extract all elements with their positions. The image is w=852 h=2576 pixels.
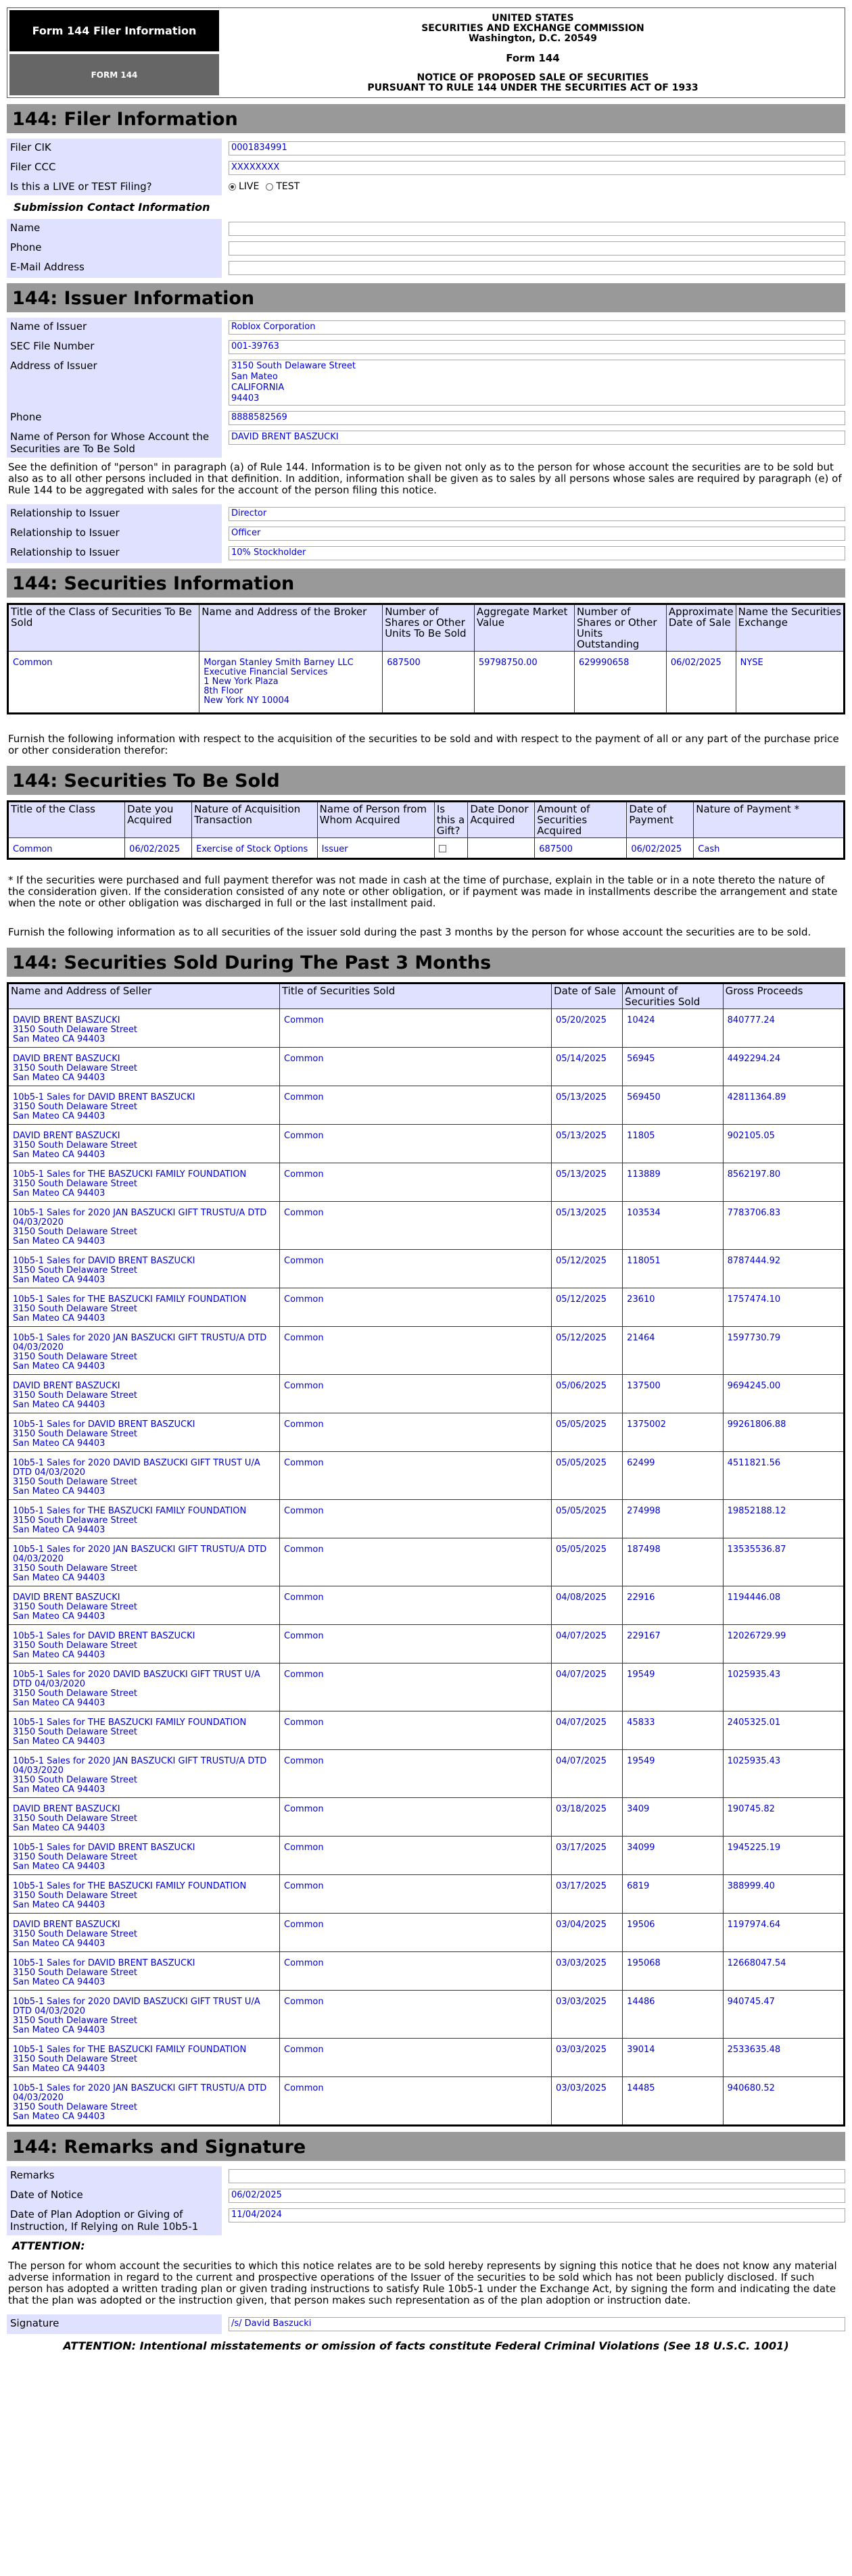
table-cell: 05/13/2025 [552, 1125, 623, 1163]
table-cell: 03/03/2025 [552, 2077, 623, 2126]
issuer-address-label: Address of Issuer [7, 357, 222, 408]
column-header: Title of the Class [8, 802, 125, 838]
table-cell: 21464 [623, 1327, 723, 1375]
table-cell: 99261806.88 [723, 1413, 844, 1452]
table-row [8, 2077, 845, 2126]
contact-email-label: E-Mail Address [7, 258, 222, 278]
table-cell: 05/13/2025 [552, 1086, 623, 1125]
table-cell: 56945 [623, 1048, 723, 1086]
table-row [8, 838, 845, 859]
column-header: Date of Payment [627, 802, 694, 838]
table-cell: 05/05/2025 [552, 1413, 623, 1452]
table-cell: 1597730.79 [723, 1327, 844, 1375]
filer-section-title: 144: Filer Information [7, 104, 845, 133]
table-cell: 9694245.00 [723, 1375, 844, 1413]
seller-cell: DAVID BRENT BASZUCKI 3150 South Delaware Street San Mateo CA 94403 [8, 1048, 280, 1086]
column-header: Is this a Gift? [434, 802, 467, 838]
header-title-block [221, 8, 845, 97]
past-sales-table [7, 982, 845, 2127]
header-line-2: SECURITIES AND EXCHANGE COMMISSION [421, 23, 644, 34]
issuer-address-field[interactable]: 3150 South Delaware Street San Mateo CALIFORNIA 94403 [229, 360, 845, 406]
table-cell: 03/17/2025 [552, 1875, 623, 1914]
sec-file-field[interactable]: 001-39763 [229, 340, 845, 354]
relationship-label: Relationship to Issuer [7, 504, 222, 524]
table-cell: 05/05/2025 [552, 1500, 623, 1538]
table-cell: 05/06/2025 [552, 1375, 623, 1413]
seller-cell: 10b5-1 Sales for 2020 JAN BASZUCKI GIFT TRUSTU/A DTD 04/03/2020 3150 South Delaware Street San Mateo CA 94403 [8, 1538, 280, 1586]
seller-cell: 10b5-1 Sales for THE BASZUCKI FAMILY FOUNDATION 3150 South Delaware Street San Mateo CA 94403 [8, 1711, 280, 1750]
table-cell: 22916 [623, 1586, 723, 1625]
table-cell: 12668047.54 [723, 1952, 844, 1991]
table-cell: Common [280, 1288, 552, 1327]
seller-cell: 10b5-1 Sales for THE BASZUCKI FAMILY FOUNDATION 3150 South Delaware Street San Mateo CA 94403 [8, 1875, 280, 1914]
contact-name-field[interactable] [229, 222, 845, 236]
table-cell: Common [280, 1991, 552, 2039]
issuer-phone-field[interactable]: 8888582569 [229, 411, 845, 425]
table-cell: Common [280, 1048, 552, 1086]
representation-note: The person for whom account the securities to which this notice relates are to be sold hereby represents by signing this notice that he does not know any material adverse information in regard to the current and prospective operations of the Issuer of the securities to be sold which has not been publicly disclosed. If such person has adopted a written trading plan or given trading instructions to satisfy Rule 10b5-1 under the Exchange Act, by signing the form and indicating the date that the plan was adopted or the instruction given, that person makes such representation as of the plan adoption or instruction date. [8, 2260, 837, 2306]
person-label: Name of Person for Whose Account the Securities are To Be Sold [7, 428, 222, 458]
table-cell: 42811364.89 [723, 1086, 844, 1125]
table-cell: 19549 [623, 1663, 723, 1711]
seller-cell: 10b5-1 Sales for 2020 DAVID BASZUCKI GIFT TRUST U/A DTD 04/03/2020 3150 South Delaware Street San Mateo CA 94403 [8, 1663, 280, 1711]
table-cell: 1194446.08 [723, 1586, 844, 1625]
table-row [8, 1538, 845, 1586]
seller-cell: 10b5-1 Sales for DAVID BRENT BASZUCKI 3150 South Delaware Street San Mateo CA 94403 [8, 1086, 280, 1125]
table-cell: Common [280, 1837, 552, 1875]
relationship-section [7, 504, 845, 563]
header-form-name: Form 144 [506, 52, 560, 64]
column-header: Date you Acquired [125, 802, 192, 838]
table-cell: 388999.40 [723, 1875, 844, 1914]
sec-file-label: SEC File Number [7, 337, 222, 357]
submission-contact-heading: Submission Contact Information [14, 201, 210, 214]
seller-cell: 10b5-1 Sales for THE BASZUCKI FAMILY FOUNDATION 3150 South Delaware Street San Mateo CA 94403 [8, 1288, 280, 1327]
table-row [8, 1952, 845, 1991]
column-header: Nature of Payment * [694, 802, 845, 838]
column-header: Number of Shares or Other Units Outstanding [574, 604, 666, 652]
seller-cell: 10b5-1 Sales for 2020 DAVID BASZUCKI GIFT TRUST U/A DTD 04/03/2020 3150 South Delaware Street San Mateo CA 94403 [8, 1991, 280, 2039]
table-cell: 14486 [623, 1991, 723, 2039]
table-cell: Exercise of Stock Options [192, 838, 318, 859]
table-cell: 05/12/2025 [552, 1250, 623, 1288]
table-cell: 1025935.43 [723, 1663, 844, 1711]
table-row [8, 1250, 845, 1288]
table-cell: 03/03/2025 [552, 2039, 623, 2077]
issuer-name-field[interactable]: Roblox Corporation [229, 320, 845, 335]
contact-email-field[interactable] [229, 261, 845, 275]
table-cell: Common [280, 1538, 552, 1586]
table-cell: 629990658 [574, 652, 666, 714]
table-cell: 8787444.92 [723, 1250, 844, 1288]
filer-ccc-label: Filer CCC [7, 158, 222, 178]
test-radio[interactable]: TEST [266, 181, 300, 192]
table-cell: 03/17/2025 [552, 1837, 623, 1875]
contact-section [7, 219, 845, 278]
table-row [8, 1413, 845, 1452]
column-header: Name of Person from Whom Acquired [317, 802, 434, 838]
table-cell: 05/05/2025 [552, 1538, 623, 1586]
table-cell: 6819 [623, 1875, 723, 1914]
contact-phone-field[interactable] [229, 241, 845, 256]
table-row [8, 1500, 845, 1538]
table-cell: 1197974.64 [723, 1914, 844, 1952]
securities-info-title: 144: Securities Information [7, 568, 845, 598]
table-cell: Common [280, 1125, 552, 1163]
gift-checkbox[interactable] [439, 845, 446, 852]
table-cell: Common [280, 1086, 552, 1125]
table-row [8, 1288, 845, 1327]
filer-cik-field[interactable]: 0001834991 [229, 141, 845, 155]
filer-information-tab[interactable]: Form 144 Filer Information [9, 10, 219, 51]
table-cell: Common [280, 1914, 552, 1952]
seller-cell: 10b5-1 Sales for THE BASZUCKI FAMILY FOUNDATION 3150 South Delaware Street San Mateo CA 94403 [8, 1163, 280, 1202]
securities-info-table [7, 603, 845, 714]
remarks-section [7, 2166, 845, 2235]
table-cell: 05/13/2025 [552, 1163, 623, 1202]
seller-cell: 10b5-1 Sales for 2020 JAN BASZUCKI GIFT TRUSTU/A DTD 04/03/2020 3150 South Delaware Street San Mateo CA 94403 [8, 1750, 280, 1798]
column-header: Title of Securities Sold [280, 983, 552, 1009]
table-cell: 45833 [623, 1711, 723, 1750]
table-cell: 687500 [535, 838, 627, 859]
seller-cell: 10b5-1 Sales for 2020 JAN BASZUCKI GIFT TRUSTU/A DTD 04/03/2020 3150 South Delaware Street San Mateo CA 94403 [8, 2077, 280, 2126]
plan-adoption-field[interactable]: 11/04/2024 [229, 2208, 845, 2222]
live-test-radio-group [222, 178, 845, 195]
table-cell [468, 838, 535, 859]
seller-cell: 10b5-1 Sales for DAVID BRENT BASZUCKI 3150 South Delaware Street San Mateo CA 94403 [8, 1837, 280, 1875]
relationship-field[interactable]: 10% Stockholder [229, 546, 845, 560]
column-header: Number of Shares or Other Units To Be Sold [383, 604, 475, 652]
table-cell: 8562197.80 [723, 1163, 844, 1202]
table-cell: Common [8, 652, 199, 714]
issuer-section [7, 318, 845, 458]
table-cell: Issuer [317, 838, 434, 859]
table-cell: 11805 [623, 1125, 723, 1163]
radio-empty-icon [266, 183, 273, 191]
contact-phone-label: Phone [7, 239, 222, 258]
table-row [8, 1837, 845, 1875]
table-row [8, 1202, 845, 1250]
column-header: Aggregate Market Value [474, 604, 574, 652]
table-cell: 05/12/2025 [552, 1327, 623, 1375]
table-cell: 06/02/2025 [627, 838, 694, 859]
to-be-sold-table [7, 800, 845, 860]
column-header: Amount of Securities Sold [623, 983, 723, 1009]
past-sales-note: Furnish the following information as to all securities of the issuer sold during the past 3 months by the person for whose account the securities are to be sold. [8, 926, 811, 938]
table-cell: 187498 [623, 1538, 723, 1586]
table-cell: Common [280, 1875, 552, 1914]
table-cell: Common [280, 2077, 552, 2126]
table-cell: 229167 [623, 1625, 723, 1663]
table-cell: 19506 [623, 1914, 723, 1952]
form-header [7, 7, 845, 98]
seller-cell: DAVID BRENT BASZUCKI 3150 South Delaware Street San Mateo CA 94403 [8, 1914, 280, 1952]
remarks-label: Remarks [7, 2166, 222, 2186]
filer-ccc-field[interactable]: XXXXXXXX [229, 161, 845, 175]
table-cell: Common [280, 1952, 552, 1991]
date-of-notice-label: Date of Notice [7, 2186, 222, 2206]
table-cell: 1375002 [623, 1413, 723, 1452]
table-cell: 19549 [623, 1750, 723, 1798]
column-header: Name and Address of Seller [8, 983, 280, 1009]
attention-heading: ATTENTION: [12, 2239, 85, 2252]
remarks-field[interactable] [229, 2169, 845, 2183]
table-row [8, 2039, 845, 2077]
seller-cell: 10b5-1 Sales for 2020 JAN BASZUCKI GIFT TRUSTU/A DTD 04/03/2020 3150 South Delaware Street San Mateo CA 94403 [8, 1327, 280, 1375]
header-tabs [7, 8, 221, 97]
table-row [8, 1125, 845, 1163]
table-row [8, 1663, 845, 1711]
table-cell: 05/12/2025 [552, 1288, 623, 1327]
filer-section [7, 139, 845, 195]
table-cell: Common [280, 1163, 552, 1202]
table-cell: 05/05/2025 [552, 1452, 623, 1500]
table-row [8, 1163, 845, 1202]
table-cell: 4511821.56 [723, 1452, 844, 1500]
table-row [8, 1625, 845, 1663]
table-cell: 06/02/2025 [125, 838, 192, 859]
table-cell: 940745.47 [723, 1991, 844, 2039]
column-header: Name and Address of the Broker [199, 604, 383, 652]
past-sales-body [8, 1009, 845, 2126]
seller-cell: DAVID BRENT BASZUCKI 3150 South Delaware Street San Mateo CA 94403 [8, 1009, 280, 1048]
table-cell: Common [280, 1202, 552, 1250]
seller-cell: 10b5-1 Sales for THE BASZUCKI FAMILY FOUNDATION 3150 South Delaware Street San Mateo CA 94403 [8, 1500, 280, 1538]
table-row [8, 1009, 845, 1048]
header-notice-1: NOTICE OF PROPOSED SALE OF SECURITIES [417, 72, 649, 83]
table-cell: Common [280, 1413, 552, 1452]
signature-label: Signature [7, 2314, 222, 2334]
broker-cell: Morgan Stanley Smith Barney LLC Executive Financial Services 1 New York Plaza 8th Floor New York NY 10004 [199, 652, 383, 714]
header-notice-2: PURSUANT TO RULE 144 UNDER THE SECURITIES ACT OF 1933 [367, 82, 699, 93]
radio-selected-icon [229, 183, 236, 191]
table-cell: 3409 [623, 1798, 723, 1837]
table-cell: 62499 [623, 1452, 723, 1500]
table-cell: 34099 [623, 1837, 723, 1875]
table-cell: 137500 [623, 1375, 723, 1413]
table-cell: 13535536.87 [723, 1538, 844, 1586]
relationship-field[interactable]: Director [229, 507, 845, 521]
table-cell: Common [280, 1375, 552, 1413]
table-cell: 1945225.19 [723, 1837, 844, 1875]
table-cell: Common [280, 1500, 552, 1538]
column-header: Date Donor Acquired [468, 802, 535, 838]
issuer-phone-label: Phone [7, 408, 222, 428]
table-row [8, 1327, 845, 1375]
table-cell: 190745.82 [723, 1798, 844, 1837]
seller-cell: 10b5-1 Sales for DAVID BRENT BASZUCKI 3150 South Delaware Street San Mateo CA 94403 [8, 1250, 280, 1288]
issuer-section-title: 144: Issuer Information [7, 283, 845, 312]
table-cell: NYSE [736, 652, 844, 714]
relationship-label: Relationship to Issuer [7, 543, 222, 563]
column-header: Title of the Class of Securities To Be Sold [8, 604, 199, 652]
table-cell: 12026729.99 [723, 1625, 844, 1663]
table-cell: 04/07/2025 [552, 1625, 623, 1663]
table-cell: 03/03/2025 [552, 1952, 623, 1991]
table-cell: 1025935.43 [723, 1750, 844, 1798]
table-cell: Common [280, 1250, 552, 1288]
table-cell: 14485 [623, 2077, 723, 2126]
issuer-name-label: Name of Issuer [7, 318, 222, 337]
table-cell: Common [280, 1750, 552, 1798]
seller-cell: DAVID BRENT BASZUCKI 3150 South Delaware Street San Mateo CA 94403 [8, 1125, 280, 1163]
table-cell: 19852188.12 [723, 1500, 844, 1538]
column-header: Name the Securities Exchange [736, 604, 844, 652]
header-line-1: UNITED STATES [492, 13, 574, 24]
table-cell: 03/03/2025 [552, 1991, 623, 2039]
live-test-label: Is this a LIVE or TEST Filing? [7, 178, 222, 195]
relationship-label: Relationship to Issuer [7, 524, 222, 543]
table-cell: 4492294.24 [723, 1048, 844, 1086]
signature-section [7, 2314, 845, 2334]
table-row [8, 652, 845, 714]
criminal-violation-warning: ATTENTION: Intentional misstatements or omission of facts constitute Federal Criminal Violations (See 18 U.S.C. 1001) [63, 2339, 789, 2352]
person-definition-note: See the definition of "person" in paragraph (a) of Rule 144. Information is to be given not only as to the person for whose account the securities are to be sold but also as to all other persons included in that definition. In addition, information shall be given as to sales by all persons whose sales are required by paragraph (e) of Rule 144 to be aggregated with sales for the account of the person filing this notice. [8, 461, 842, 496]
table-cell: 274998 [623, 1500, 723, 1538]
table-cell: Common [8, 838, 125, 859]
seller-cell: 10b5-1 Sales for DAVID BRENT BASZUCKI 3150 South Delaware Street San Mateo CA 94403 [8, 1625, 280, 1663]
seller-cell: DAVID BRENT BASZUCKI 3150 South Delaware Street San Mateo CA 94403 [8, 1798, 280, 1837]
column-header: Gross Proceeds [723, 983, 844, 1009]
table-cell: 118051 [623, 1250, 723, 1288]
table-row [8, 1875, 845, 1914]
table-cell: 04/07/2025 [552, 1663, 623, 1711]
table-cell: Common [280, 1327, 552, 1375]
person-field[interactable]: DAVID BRENT BASZUCKI [229, 431, 845, 445]
table-row [8, 1586, 845, 1625]
table-cell: 04/07/2025 [552, 1750, 623, 1798]
table-cell: 05/13/2025 [552, 1202, 623, 1250]
table-cell: Common [280, 1625, 552, 1663]
table-cell: 39014 [623, 2039, 723, 2077]
contact-name-label: Name [7, 219, 222, 239]
plan-adoption-label: Date of Plan Adoption or Giving of Instruction, If Relying on Rule 10b5-1 [7, 2206, 222, 2235]
table-cell: Common [280, 1798, 552, 1837]
table-cell: Common [280, 2039, 552, 2077]
seller-cell: 10b5-1 Sales for DAVID BRENT BASZUCKI 3150 South Delaware Street San Mateo CA 94403 [8, 1413, 280, 1452]
table-cell: 04/08/2025 [552, 1586, 623, 1625]
table-cell: 940680.52 [723, 2077, 844, 2126]
table-row [8, 1914, 845, 1952]
signature-field[interactable]: /s/ David Baszucki [229, 2317, 845, 2331]
header-line-3: Washington, D.C. 20549 [468, 33, 598, 44]
table-cell: 840777.24 [723, 1009, 844, 1048]
table-cell: 1757474.10 [723, 1288, 844, 1327]
table-cell: 2533635.48 [723, 2039, 844, 2077]
table-cell: 7783706.83 [723, 1202, 844, 1250]
table-cell: 2405325.01 [723, 1711, 844, 1750]
table-cell: 04/07/2025 [552, 1711, 623, 1750]
seller-cell: 10b5-1 Sales for 2020 DAVID BASZUCKI GIFT TRUST U/A DTD 04/03/2020 3150 South Delaware Street San Mateo CA 94403 [8, 1452, 280, 1500]
table-cell: 59798750.00 [474, 652, 574, 714]
seller-cell: 10b5-1 Sales for DAVID BRENT BASZUCKI 3150 South Delaware Street San Mateo CA 94403 [8, 1952, 280, 1991]
seller-cell: DAVID BRENT BASZUCKI 3150 South Delaware Street San Mateo CA 94403 [8, 1586, 280, 1625]
table-cell: 05/14/2025 [552, 1048, 623, 1086]
table-cell: Common [280, 1452, 552, 1500]
seller-cell: DAVID BRENT BASZUCKI 3150 South Delaware Street San Mateo CA 94403 [8, 1375, 280, 1413]
relationship-field[interactable]: Officer [229, 527, 845, 541]
seller-cell: 10b5-1 Sales for THE BASZUCKI FAMILY FOUNDATION 3150 South Delaware Street San Mateo CA 94403 [8, 2039, 280, 2077]
table-cell: 569450 [623, 1086, 723, 1125]
table-cell: 687500 [383, 652, 475, 714]
table-cell: Common [280, 1663, 552, 1711]
table-cell: 902105.05 [723, 1125, 844, 1163]
table-cell: 06/02/2025 [666, 652, 736, 714]
past-sales-title: 144: Securities Sold During The Past 3 Months [7, 948, 845, 977]
table-row [8, 1798, 845, 1837]
table-row [8, 1991, 845, 2039]
table-cell: 03/04/2025 [552, 1914, 623, 1952]
table-cell: 113889 [623, 1163, 723, 1202]
to-be-sold-title: 144: Securities To Be Sold [7, 766, 845, 795]
live-radio[interactable]: LIVE [229, 181, 259, 192]
table-cell: 03/18/2025 [552, 1798, 623, 1837]
remarks-section-title: 144: Remarks and Signature [7, 2132, 845, 2161]
table-row [8, 1086, 845, 1125]
filer-cik-label: Filer CIK [7, 139, 222, 158]
date-of-notice-field[interactable]: 06/02/2025 [229, 2189, 845, 2203]
acquisition-note: Furnish the following information with respect to the acquisition of the securities to be sold and with respect to the payment of all or any part of the purchase price or other consideration therefor: [8, 733, 839, 756]
table-cell: Cash [694, 838, 845, 859]
column-header: Nature of Acquisition Transaction [192, 802, 318, 838]
table-cell: Common [280, 1586, 552, 1625]
table-row [8, 1048, 845, 1086]
table-cell: 10424 [623, 1009, 723, 1048]
table-cell: 195068 [623, 1952, 723, 1991]
table-cell: 05/20/2025 [552, 1009, 623, 1048]
form-144-tab[interactable]: FORM 144 [9, 54, 219, 95]
table-cell: 103534 [623, 1202, 723, 1250]
table-row [8, 1711, 845, 1750]
column-header: Approximate Date of Sale [666, 604, 736, 652]
table-cell: Common [280, 1009, 552, 1048]
seller-cell: 10b5-1 Sales for 2020 JAN BASZUCKI GIFT TRUSTU/A DTD 04/03/2020 3150 South Delaware Street San Mateo CA 94403 [8, 1202, 280, 1250]
table-cell: Common [280, 1711, 552, 1750]
table-row [8, 1375, 845, 1413]
table-row [8, 1750, 845, 1798]
gift-cell [434, 838, 467, 859]
table-cell: 23610 [623, 1288, 723, 1327]
column-header: Amount of Securities Acquired [535, 802, 627, 838]
column-header: Date of Sale [552, 983, 623, 1009]
table-row [8, 1452, 845, 1500]
payment-footnote: * If the securities were purchased and full payment therefor was not made in cash at the time of purchase, explain in the table or in a note thereto the nature of the consideration given. If the consideration consisted of any note or other obligation, or if payment was made in installments describe the arrangement and state when the note or other obligation was discharged in full or the last installment paid. [8, 874, 838, 909]
